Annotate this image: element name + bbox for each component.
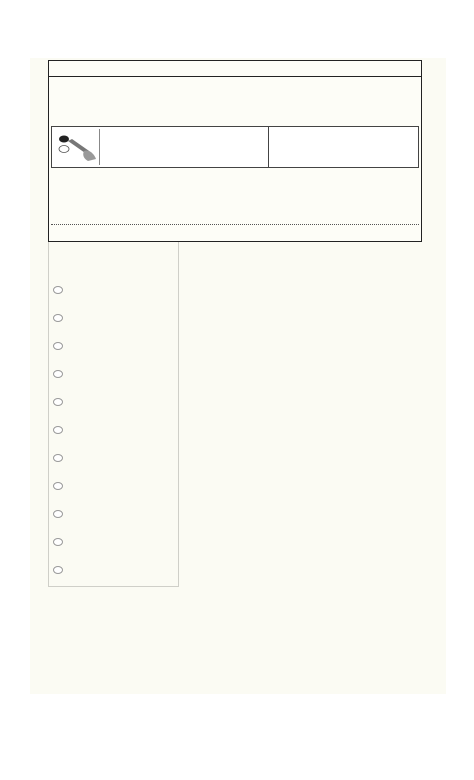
candidate-oval[interactable]: [53, 370, 63, 378]
candidate-oval[interactable]: [53, 482, 63, 490]
candidate-option[interactable]: [53, 368, 178, 382]
warning-instructions: [268, 127, 418, 167]
candidate-oval[interactable]: [53, 314, 63, 322]
top-timing-marks: [10, 33, 464, 49]
candidate-option[interactable]: [53, 312, 178, 326]
legal-notice: [51, 224, 419, 226]
instructions-box: [51, 126, 419, 168]
bottom-timing-marks: [10, 750, 464, 768]
candidate-option[interactable]: [53, 396, 178, 410]
candidate-oval[interactable]: [53, 286, 63, 294]
candidate-option[interactable]: [53, 480, 178, 494]
candidate-option[interactable]: [53, 340, 178, 354]
candidate-oval[interactable]: [53, 398, 63, 406]
candidate-oval[interactable]: [53, 454, 63, 462]
candidate-option[interactable]: [53, 424, 178, 438]
marking-example-icon: [54, 129, 100, 165]
ballot-header: [48, 60, 422, 242]
candidate-oval[interactable]: [53, 342, 63, 350]
candidate-oval[interactable]: [53, 538, 63, 546]
candidate-option[interactable]: [53, 564, 178, 578]
candidate-option[interactable]: [53, 452, 178, 466]
candidate-option[interactable]: [53, 284, 178, 298]
candidate-option[interactable]: [53, 508, 178, 522]
candidate-oval[interactable]: [53, 566, 63, 574]
ballot-title: [49, 61, 421, 77]
candidate-oval[interactable]: [53, 510, 63, 518]
candidate-oval[interactable]: [53, 426, 63, 434]
president-contest: [48, 242, 179, 587]
candidate-option[interactable]: [53, 536, 178, 550]
